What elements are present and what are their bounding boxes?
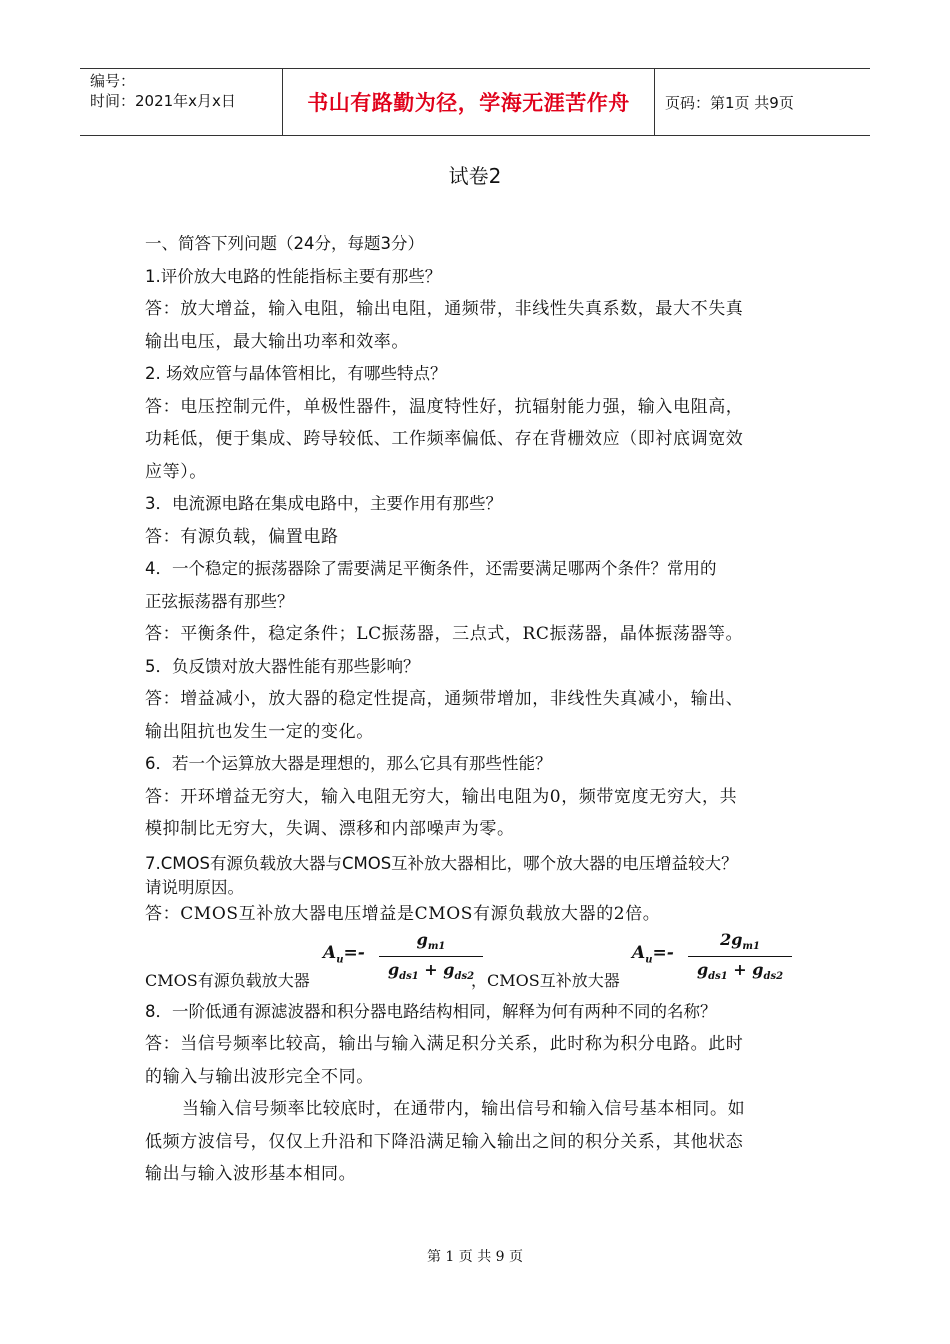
question-6: 6．若一个运算放大器是理想的，那么它具有那些性能？ [145, 754, 552, 773]
question-7-line-1: 7.CMOS有源负载放大器与CMOS互补放大器相比，哪个放大器的电压增益较大？ [145, 853, 738, 873]
exam-content [145, 228, 810, 1191]
formula-denominator: $g_{ds1} + g_{ds2}$ [696, 959, 784, 982]
section-heading: 一、简答下列问题（24分，每题3分） [145, 234, 424, 253]
question-4-line-1: 4．一个稳定的振荡器除了需要满足平衡条件，还需要满足哪两个条件？常用的 [145, 559, 717, 578]
question-5: 5．负反馈对放大器性能有那些影响？ [145, 656, 420, 676]
answer-8-line-2: 的输入与输出波形完全不同。 [145, 1066, 374, 1087]
time-label: 时间：2021年x月x日 [90, 92, 236, 110]
number-label: 编号： [90, 72, 136, 90]
fraction-bar [688, 956, 792, 958]
header-table [80, 68, 870, 136]
fraction-bar [379, 956, 483, 958]
question-4-line-2: 正弦振荡器有那些？ [145, 591, 294, 611]
header-page-cell [655, 69, 870, 135]
formula-denominator: $g_{ds1} + g_{ds2}$ [387, 959, 475, 982]
question-2: 2. 场效应管与晶体管相比，有哪些特点？ [145, 364, 447, 383]
answer-8-line-1: 答：当信号频率比较高，输出与输入满足积分关系，此时称为积分电路。此时 [145, 1034, 744, 1054]
question-1: 1.评价放大电路的性能指标主要有那些？ [145, 266, 442, 286]
page-label: 页码：第1页 共9页 [665, 93, 794, 112]
answer-1-line-2: 输出电压，最大输出功率和效率。 [145, 331, 409, 352]
document-title: 试卷2 [448, 164, 502, 188]
question-3: 3．电流源电路在集成电路中，主要作用有那些？ [145, 494, 502, 513]
answer-2-line-3: 应等）。 [145, 461, 207, 482]
answer-6-line-1: 答：开环增益无穷大，输入电阻无穷大，输出电阻为0，频带宽度无穷大，共 [145, 786, 738, 807]
formula-numerator: $2g_{m1}$ [720, 929, 760, 952]
answer-8-line-3: 当输入信号频率比较底时，在通带内，输出信号和输入信号基本相同。如 [182, 1099, 746, 1119]
question-8: 8．一阶低通有源滤波器和积分器电路结构相同，解释为何有两种不同的名称？ [145, 1001, 717, 1021]
answer-6-line-2: 模抑制比无穷大，失调、漂移和内部噪声为零。 [145, 819, 515, 839]
answer-2-line-1: 答：电压控制元件，单极性器件，温度特性好，抗辐射能力强，输入电阻高， [145, 396, 744, 417]
answer-8-line-4: 低频方波信号，仅仅上升沿和下降沿满足输入输出之间的积分关系，其他状态 [145, 1131, 744, 1152]
formula-lhs: A [323, 942, 337, 963]
answer-4-line-1: 答：平衡条件，稳定条件；LC振荡器，三点式，RC振荡器，晶体振荡器等。 [145, 624, 744, 644]
page-footer: 第 1 页 共 9 页 [426, 1249, 524, 1265]
answer-8-line-5: 输出与输入波形基本相同。 [145, 1164, 357, 1184]
header-left-cell [80, 69, 282, 135]
answer-3-line-1: 答：有源负载，偏置电路 [145, 526, 339, 547]
formula-row: CMOS有源负载放大器 $A_u=-$ $g_{m1}$ $g_{ds1} + g_{ds2}$ ， CMOS互补放大器 $A_u=-$ $2g_{m1}$ $g_{ds1} + g_{ds2}$ [145, 930, 810, 996]
formula-label-complementary: CMOS互补放大器 [487, 970, 620, 990]
formula-numerator: $g_{m1}$ [416, 929, 446, 952]
answer-7-line-1: 答：CMOS互补放大器电压增益是CMOS有源负载放大器的2倍。 [145, 903, 661, 924]
header-motto-cell [282, 69, 655, 135]
question-7-line-2: 请说明原因。 [145, 877, 244, 897]
formula-separator: ， [471, 970, 488, 990]
answer-5-line-1: 答：增益减小，放大器的稳定性提高，通频带增加，非线性失真减小，输出、 [145, 689, 744, 709]
motto-text: 书山有路勤为径，学海无涯苦作舟 [307, 91, 630, 115]
answer-5-line-2: 输出阻抗也发生一定的变化。 [145, 721, 374, 742]
answer-2-line-2: 功耗低，便于集成、跨导较低、工作频率偏低、存在背栅效应（即衬底调宽效 [145, 429, 744, 449]
formula-label-active-load: CMOS有源负载放大器 [145, 970, 310, 990]
answer-1-line-1: 答：放大增益，输入电阻，输出电阻，通频带，非线性失真系数，最大不失真 [145, 299, 744, 319]
